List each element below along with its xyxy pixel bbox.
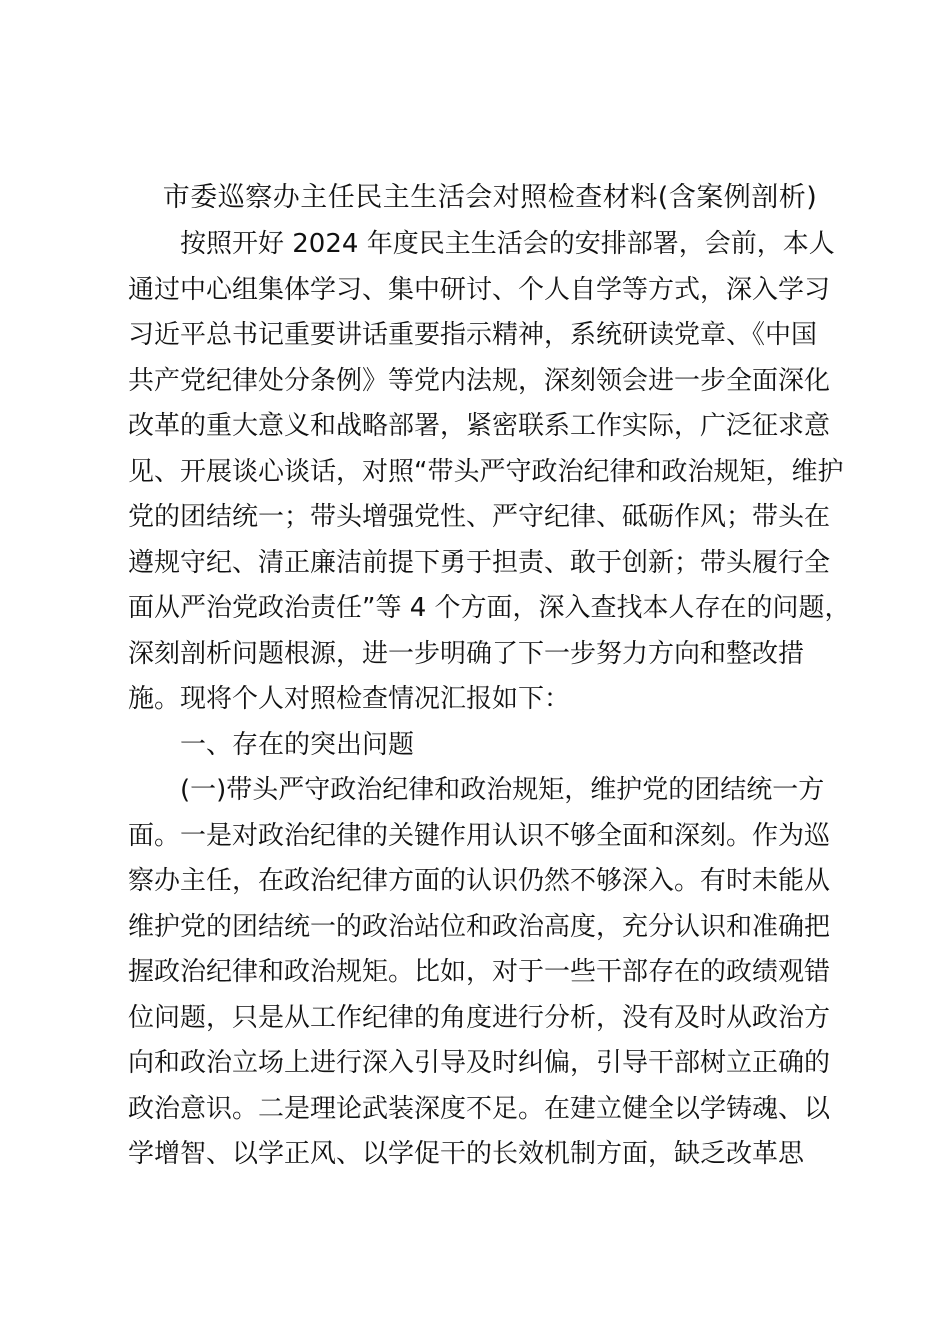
document-title: 市委巡察办主任民主生活会对照检查材料(含案例剖析) (162, 182, 818, 213)
paragraph-line: 政治意识。二是理论武装深度不足。在建立健全以学铸魂、以 (128, 1093, 831, 1124)
paragraph-line: 通过中心组集体学习、集中研讨、个人自学等方式，深入学习 (128, 274, 831, 305)
paragraph-line: 察办主任，在政治纪律方面的认识仍然不够深入。有时未能从 (128, 866, 831, 896)
paragraph-line: 面从严治党政治责任”等 4 个方面，深入查找本人存在的问题， (128, 593, 851, 623)
document-body (128, 222, 851, 1178)
paragraph-line: 共产党纪律处分条例》等党内法规，深刻领会进一步全面深化 (128, 365, 831, 396)
paragraph-line: 党的团结统一；带头增强党性、严守纪律、砥砺作风；带头在 (128, 502, 831, 532)
paragraph-line: 习近平总书记重要讲话重要指示精神，系统研读党章、《中国 (128, 320, 818, 350)
paragraph-line: 施。现将个人对照检查情况汇报如下： (128, 684, 571, 714)
paragraph-line: 深刻剖析问题根源，进一步明确了下一步努力方向和整改措 (128, 638, 805, 669)
paragraph-line: 学增智、以学正风、以学促干的长效机制方面，缺乏改革思 (128, 1139, 805, 1169)
paragraph-line: 维护党的团结统一的政治站位和政治高度，充分认识和准确把 (128, 911, 831, 942)
paragraph-line: 握政治纪律和政治规矩。比如，对于一些干部存在的政绩观错 (128, 957, 831, 987)
subsection-heading-line: (一)带头严守政治纪律和政治规矩，维护党的团结统一方 (180, 775, 825, 805)
paragraph-line: 见、开展谈心谈话，对照“带头严守政治纪律和政治规矩，维护 (128, 456, 844, 487)
section-heading: 一、存在的突出问题 (180, 729, 415, 760)
paragraph-line: 遵规守纪、清正廉洁前提下勇于担责、敢于创新；带头履行全 (128, 547, 831, 578)
paragraph-line: 面。一是对政治纪律的关键作用认识不够全面和深刻。作为巡 (128, 820, 831, 851)
paragraph-line: 向和政治立场上进行深入引导及时纠偏，引导干部树立正确的 (128, 1048, 831, 1078)
paragraph-line: 位问题，只是从工作纪律的角度进行分析，没有及时从政治方 (128, 1002, 831, 1033)
paragraph-line: 按照开好 2024 年度民主生活会的安排部署，会前，本人 (180, 229, 835, 259)
paragraph-line: 改革的重大意义和战略部署，紧密联系工作实际，广泛征求意 (128, 411, 831, 441)
